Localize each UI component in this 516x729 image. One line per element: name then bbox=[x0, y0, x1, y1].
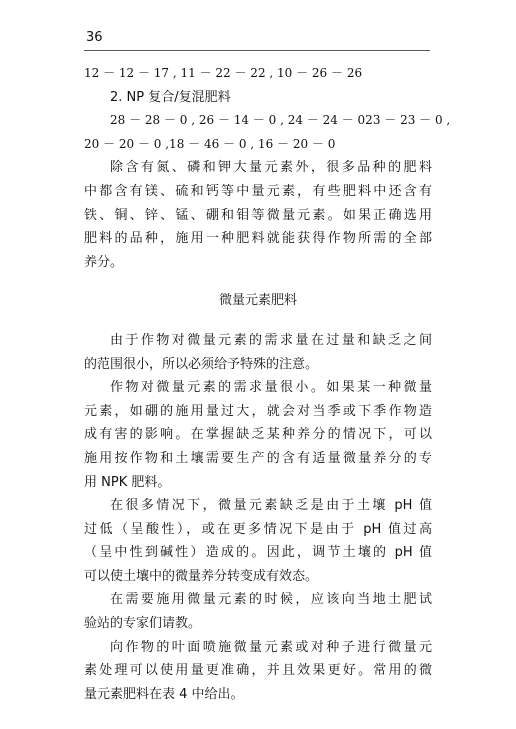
section-title: 2. NP 复合/复混肥料 bbox=[110, 89, 231, 105]
formula-line: 28 － 28 － 0 , 26 － 14 － 0 , 24 － 24 － 023 － 23 － 0 , bbox=[110, 113, 451, 128]
text-line: （呈中性到碱性）造成的。因此，调节土壤的 pH 值 bbox=[84, 545, 432, 561]
text-line: 在需要施用微量元素的时候，应该向当地土肥试 bbox=[110, 592, 432, 608]
text-line: 中都含有镁、硫和钙等中量元素，有些肥料中还含有 bbox=[84, 183, 432, 199]
text-line: 养分。 bbox=[84, 254, 124, 270]
paragraph-1 bbox=[84, 156, 432, 274]
text-line: 铁、铜、锌、锰、硼和钼等微量元素。如果正确选用 bbox=[84, 207, 432, 223]
formula-line: 20 － 20 － 0 ,18 － 46 － 0 , 16 － 20 － 0 bbox=[84, 136, 336, 151]
text-line: 量元素肥料在表 4 中给出。 bbox=[84, 686, 244, 702]
text-line: 可以使土壤中的微量养分转变成有效态。 bbox=[84, 568, 319, 584]
paragraph-4 bbox=[84, 494, 432, 588]
text-line: 除含有氮、磷和钾大量元素外，很多品种的肥料 bbox=[110, 160, 432, 176]
paragraph-3 bbox=[84, 376, 432, 494]
page-number: 36 bbox=[86, 30, 103, 45]
text-line: 素处理可以使用量更准确，并且效果更好。常用的微 bbox=[84, 663, 432, 679]
text-line: 在很多情况下，微量元素缺乏是由于土壤 pH 值 bbox=[110, 498, 432, 514]
text-line: 向作物的叶面喷施微量元素或对种子进行微量元 bbox=[110, 639, 432, 655]
text-line: 由于作物对微量元素的需求量在过量和缺乏之间 bbox=[110, 332, 432, 348]
text-line: 肥料的品种，施用一种肥料就能获得作物所需的全部 bbox=[84, 231, 432, 247]
text-line: 过低（呈酸性），或在更多情况下是由于 pH 值过高 bbox=[84, 521, 432, 537]
page-body bbox=[84, 62, 451, 706]
header-rule bbox=[84, 50, 430, 51]
paragraph-2 bbox=[84, 329, 432, 376]
text-line: 成有害的影响。在掌握缺乏某种养分的情况下，可以 bbox=[84, 427, 432, 443]
paragraph-6 bbox=[84, 636, 432, 707]
text-line: 施用按作物和土壤需要生产的含有适量微量养分的专 bbox=[84, 450, 432, 466]
text-line: 元素，如硼的施用量过大，就会对当季或下季作物造 bbox=[84, 403, 432, 419]
paragraph-5 bbox=[84, 588, 432, 635]
text-line: 验站的专家们请教。 bbox=[84, 616, 202, 632]
formula-line: 12 － 12 － 17 , 11 － 22 － 22 , 10 － 26 － 26 bbox=[84, 66, 363, 80]
section-heading: 微量元素肥料 bbox=[218, 293, 297, 309]
text-line: 作物对微量元素的需求量很小。如果某一种微量 bbox=[110, 380, 432, 396]
text-line: 用 NPK 肥料。 bbox=[84, 474, 171, 490]
text-line: 的范围很小，所以必须给予特殊的注意。 bbox=[84, 356, 319, 372]
